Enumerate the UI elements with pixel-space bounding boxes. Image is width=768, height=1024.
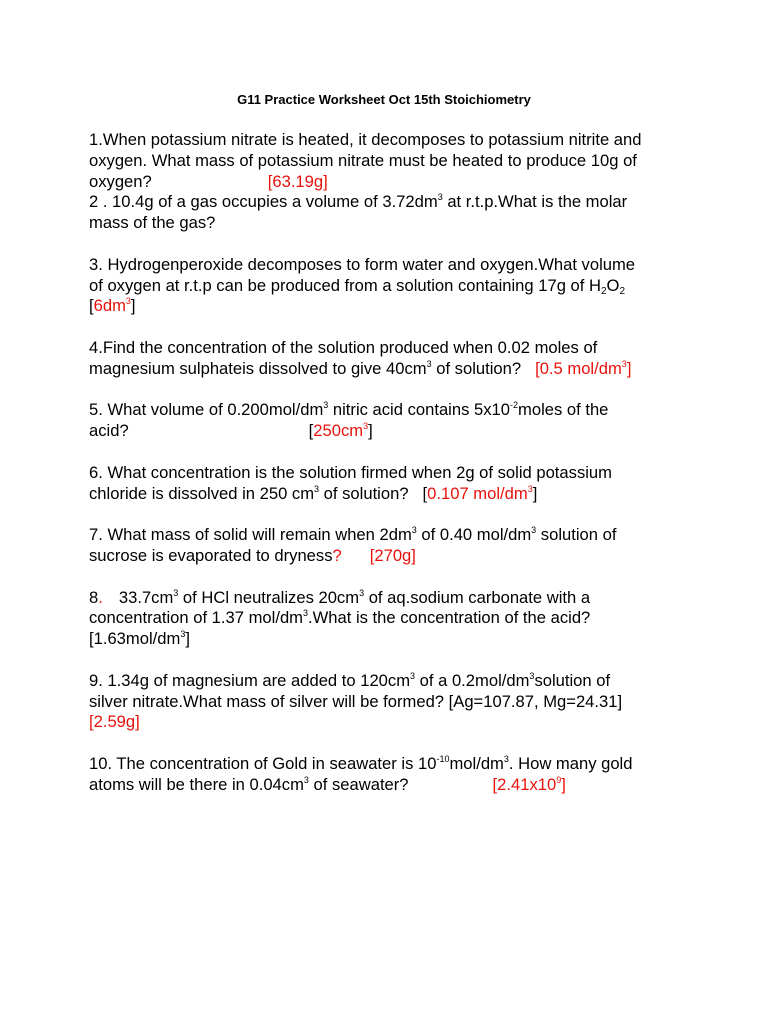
question-4 <box>89 338 729 380</box>
question-9-line-1 <box>89 671 729 692</box>
question-9 <box>89 671 729 733</box>
question-10-line-1 <box>89 754 729 775</box>
superscript: 3 <box>173 587 179 598</box>
bracket: ] <box>185 629 190 649</box>
superscript: 3 <box>426 358 432 369</box>
question-7-text-d: sucrose is evaporated to dryness <box>89 545 333 565</box>
superscript: 3 <box>531 525 537 536</box>
question-8-text-b: of HCl neutralizes 20cm <box>178 587 360 607</box>
question-6-line-2 <box>89 484 729 505</box>
question-2-line-1 <box>89 192 729 213</box>
bracket: ] <box>532 483 538 503</box>
question-8-number: 8 <box>89 587 99 607</box>
superscript: 3 <box>411 525 417 536</box>
question-10-text-c: . How many gold <box>508 753 633 773</box>
question-5-line-1 <box>89 400 729 421</box>
question-3-answer <box>89 296 729 317</box>
superscript: 3 <box>437 192 443 203</box>
answer-value: 0.107 mol/dm <box>427 483 528 503</box>
question-1-line-1: 1.When potassium nitrate is heated, it decomposes to potassium nitrite and <box>89 130 642 149</box>
question-3-text: of oxygen at r.t.p can be produced from a solution containing 17g of H <box>89 275 601 295</box>
superscript: 9 <box>556 774 562 785</box>
bracket: ] <box>626 358 632 378</box>
question-4-text-a: magnesium sulphateis dissolved to give 40cm <box>89 358 427 378</box>
question-1-text: oxygen? <box>89 171 152 191</box>
question-1 <box>89 130 729 192</box>
question-5-text-a: 5. What volume of 0.200mol/dm <box>89 400 324 420</box>
question-7-answer: [270g] <box>369 545 416 565</box>
question-1-answer: [63.19g] <box>267 171 328 191</box>
question-5-text-c: moles of the <box>518 400 609 420</box>
question-8-line-3 <box>89 629 729 650</box>
question-9-text-a: 9. 1.34g of magnesium are added to 120cm <box>89 670 411 690</box>
question-5-text-b: nitric acid contains 5x10 <box>328 400 510 420</box>
question-8-text-c: of aq.sodium carbonate with a <box>364 587 591 607</box>
question-8-text-d: concentration of 1.37 mol/dm <box>89 608 303 628</box>
question-5-text-d: acid? <box>89 421 129 441</box>
superscript: 3 <box>180 629 186 640</box>
worksheet-title: G11 Practice Worksheet Oct 15th Stoichiometry <box>237 92 531 107</box>
superscript: 3 <box>529 670 535 681</box>
question-4-answer: [0.5 mol/dm <box>535 358 622 378</box>
question-6-line-1: 6. What concentration is the solution firmed when 2g of solid potassium <box>89 462 612 482</box>
answer-value: 6dm <box>93 296 126 316</box>
superscript: 3 <box>363 421 369 432</box>
superscript: 3 <box>125 296 131 307</box>
question-6-text-b: of solution? <box>319 483 409 503</box>
question-10-text-a: 10. The concentration of Gold in seawater is 10 <box>89 753 437 773</box>
question-9-text-c: solution of <box>534 670 611 690</box>
question-6 <box>89 463 729 505</box>
question-7-text-a: 7. What mass of solid will remain when 2dm <box>89 525 412 545</box>
question-3-line-1: 3. Hydrogenperoxide decomposes to form water and oxygen.What volume <box>89 254 636 274</box>
question-4-text-b: of solution? <box>431 358 522 378</box>
bracket: ] <box>561 774 566 794</box>
superscript: 3 <box>323 400 329 411</box>
question-7 <box>89 525 729 567</box>
question-10-answer: [2.41x10 <box>492 774 557 794</box>
question-3-text-o: O <box>606 275 620 295</box>
bracket: [ <box>89 296 94 316</box>
question-5 <box>89 400 729 442</box>
question-3-line-2 <box>89 276 729 297</box>
question-9-text-b: of a 0.2mol/dm <box>415 670 530 690</box>
superscript: 3 <box>314 483 320 494</box>
question-8-dot: . <box>98 587 103 607</box>
bracket: ] <box>368 421 373 441</box>
question-1-line-2: oxygen. What mass of potassium nitrate must be heated to produce 10g of <box>89 150 637 170</box>
question-8-line-1 <box>89 588 729 609</box>
question-7-line-1 <box>89 525 729 546</box>
question-8-text-e: .What is the concentration of the acid? <box>308 608 591 628</box>
superscript: 3 <box>410 670 416 681</box>
question-5-line-2 <box>89 421 729 442</box>
question-10-text-e: of seawater? <box>308 774 409 794</box>
superscript: 3 <box>527 483 533 494</box>
subscript: 2 <box>619 285 626 297</box>
bracket: [ <box>308 421 314 441</box>
question-1-line-3 <box>89 172 729 193</box>
question-7-text-b: of 0.40 mol/dm <box>416 525 532 545</box>
question-4-line-1: 4.Find the concentration of the solution produced when 0.02 moles of <box>89 337 598 357</box>
superscript: 3 <box>621 358 627 369</box>
question-8 <box>89 588 729 650</box>
bracket: ] <box>130 296 136 316</box>
superscript: 3 <box>359 587 365 598</box>
superscript: -2 <box>510 400 519 411</box>
question-2-line-2: mass of the gas? <box>89 213 216 233</box>
answer-value: 250cm <box>313 421 364 441</box>
superscript: -10 <box>436 753 450 764</box>
question-10-text-b: mol/dm <box>449 753 504 773</box>
question-mark: ? <box>332 545 342 565</box>
question-9-line-2: silver nitrate.What mass of silver will be formed? [Ag=107.87, Mg=24.31] <box>89 691 623 711</box>
superscript: 3 <box>503 753 509 764</box>
question-8-line-2 <box>89 608 729 629</box>
question-10-line-2 <box>89 775 729 796</box>
question-10-text-d: atoms will be there in 0.04cm <box>89 774 304 794</box>
question-7-text-c: solution of <box>536 525 617 545</box>
question-3 <box>89 255 729 317</box>
question-6-text-a: chloride is dissolved in 250 cm <box>89 483 315 503</box>
superscript: 3 <box>303 774 309 785</box>
bracket: [ <box>422 483 428 503</box>
question-9-answer: [2.59g] <box>89 712 140 732</box>
question-4-line-2 <box>89 359 729 380</box>
superscript: 3 <box>303 608 309 619</box>
question-8-text-a: 33.7cm <box>118 587 174 607</box>
question-8-answer: [1.63mol/dm <box>89 629 181 649</box>
worksheet-body <box>89 130 729 796</box>
subscript: 2 <box>600 285 607 297</box>
question-2 <box>89 192 729 234</box>
question-10 <box>89 754 729 796</box>
question-2-text-a: 2 . 10.4g of a gas occupies a volume of 3.72dm <box>89 192 438 212</box>
question-2-text-b: at r.t.p.What is the molar <box>442 192 628 212</box>
question-7-line-2 <box>89 546 729 567</box>
